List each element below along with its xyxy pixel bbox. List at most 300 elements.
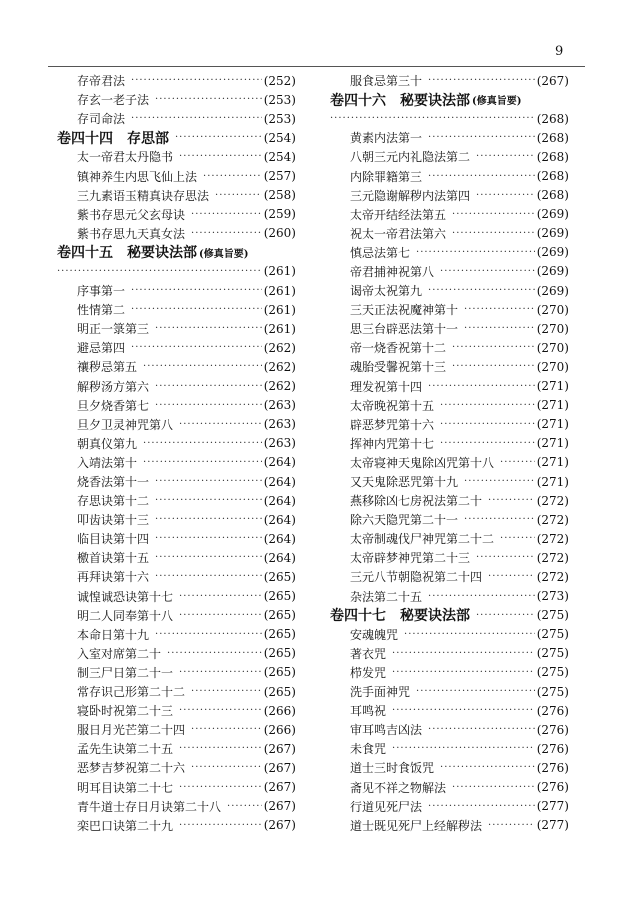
toc-page-number: (276) [536, 780, 569, 795]
dot-leader [155, 533, 262, 544]
toc-title: 常存识己形第二十二 [77, 685, 186, 700]
dot-leader [500, 457, 535, 468]
toc-page-number: (276) [536, 741, 569, 756]
toc-entry [330, 377, 569, 396]
dot-leader [476, 610, 535, 621]
dot-leader [215, 190, 262, 201]
toc-entry [330, 205, 569, 224]
toc-entry [330, 510, 569, 529]
toc-page-continuation [57, 262, 296, 281]
toc-subtitle: (修真旨要) [199, 248, 249, 260]
dot-leader [428, 75, 535, 86]
dot-leader [440, 266, 535, 277]
toc-entry [330, 434, 569, 453]
dot-leader [143, 438, 262, 449]
toc-title: 入室对席第二十 [77, 646, 162, 661]
toc-page-number: (272) [536, 493, 569, 508]
toc-title: 内除罪籍第三 [350, 169, 423, 184]
dot-leader [227, 801, 262, 812]
toc-entry [330, 128, 569, 147]
toc-title: 三元隐谢解秽内法第四 [350, 188, 471, 203]
dot-leader [428, 171, 535, 182]
toc-entry [57, 205, 296, 224]
toc-page-number: (269) [536, 283, 569, 298]
dot-leader [167, 648, 262, 659]
dot-leader [392, 648, 535, 659]
toc-entry [57, 453, 296, 472]
dot-leader [131, 113, 262, 124]
toc-title: 烧香法第十一 [77, 475, 150, 490]
dot-leader [428, 381, 535, 392]
toc-page-number: (263) [263, 398, 296, 413]
dot-leader [440, 419, 535, 430]
toc-page-number: (258) [263, 188, 296, 203]
toc-title: 解秽汤方第六 [77, 379, 150, 394]
toc-page-number: (264) [263, 512, 296, 527]
dot-leader [131, 342, 262, 353]
toc-page-number: (266) [263, 703, 296, 718]
toc-page-number: (276) [536, 722, 569, 737]
dot-leader [131, 304, 262, 315]
toc-page-number: (268) [536, 130, 569, 145]
toc-entry [330, 243, 569, 262]
dot-leader [464, 514, 535, 525]
toc-title: 紫书存思元父玄母诀 [77, 207, 186, 222]
toc-entry [57, 663, 296, 682]
dot-leader [428, 724, 535, 735]
toc-entry [57, 90, 296, 109]
toc-entry [57, 357, 296, 376]
toc-page-number: (265) [263, 627, 296, 642]
dot-leader [191, 686, 262, 697]
toc-page-number: (270) [536, 321, 569, 336]
toc-entry [330, 587, 569, 606]
dot-leader [179, 667, 262, 678]
toc-page-number: (275) [536, 608, 569, 623]
dot-leader [500, 533, 535, 544]
toc-entry [57, 720, 296, 739]
dot-leader [155, 94, 262, 105]
toc-page-number: (267) [263, 760, 296, 775]
toc-entry [57, 587, 296, 606]
toc-entry [330, 682, 569, 701]
dot-leader [143, 457, 262, 468]
toc-entry [57, 625, 296, 644]
dot-leader [179, 820, 262, 831]
dot-leader [155, 476, 262, 487]
toc-page-number: (263) [263, 436, 296, 451]
toc-page-number: (269) [536, 245, 569, 260]
toc-title: 杂法第二十五 [350, 589, 423, 604]
toc-entry [57, 300, 296, 319]
toc-entry [57, 797, 296, 816]
toc-page-number: (271) [536, 379, 569, 394]
dot-leader [155, 323, 262, 334]
toc-title: 旦夕卫灵神咒第八 [77, 417, 174, 432]
toc-title: 耳鸣祝 [350, 704, 387, 719]
toc-page-number: (265) [263, 608, 296, 623]
dot-leader [464, 476, 535, 487]
toc-page-number: (275) [536, 627, 569, 642]
toc-title: 三天正法祝魔神第十 [350, 303, 459, 318]
dot-leader [404, 629, 535, 640]
toc-page-number: (254) [263, 149, 296, 164]
toc-entry [57, 739, 296, 758]
dot-leader [179, 419, 262, 430]
dot-leader [488, 571, 535, 582]
toc-title: 存思诀第十二 [77, 494, 150, 509]
toc-page-number: (261) [263, 302, 296, 317]
toc-title: 太帝寝神天鬼除凶咒第十八 [350, 455, 495, 470]
dot-leader [179, 743, 262, 754]
toc-entry [330, 262, 569, 281]
toc-title: 道士三时食饭咒 [350, 761, 435, 776]
toc-entry [57, 166, 296, 185]
toc-entry [57, 816, 296, 835]
toc-title: 恶梦吉梦祝第二十六 [77, 761, 186, 776]
toc-title: 审耳鸣吉凶法 [350, 723, 423, 738]
toc-entry [57, 377, 296, 396]
toc-entry [330, 797, 569, 816]
toc-page-number: (253) [263, 111, 296, 126]
dot-leader [428, 591, 535, 602]
dot-leader [191, 724, 262, 735]
toc-entry [57, 224, 296, 243]
toc-page-number: (270) [536, 359, 569, 374]
toc-title: 孟先生诀第二十五 [77, 742, 174, 757]
toc-title: 挥神内咒第十七 [350, 436, 435, 451]
toc-title: 思三台辟恶法第十一 [350, 322, 459, 337]
toc-entry [330, 300, 569, 319]
toc-page-number: (257) [263, 169, 296, 184]
dot-leader [131, 285, 262, 296]
toc-entry [330, 224, 569, 243]
toc-title: 三九素语玉精真诀存思法 [77, 188, 210, 203]
dot-leader [476, 190, 535, 201]
dot-leader [476, 151, 535, 162]
dot-leader [440, 438, 535, 449]
dot-leader [452, 342, 535, 353]
toc-entry [330, 319, 569, 338]
toc-title: 谒帝太祝第九 [350, 284, 423, 299]
dot-leader [330, 113, 535, 124]
dot-leader [191, 228, 262, 239]
toc-section-heading [330, 90, 569, 109]
toc-title: 卷四十四 存思部 [57, 130, 169, 147]
toc-entry [57, 701, 296, 720]
toc-entry [330, 816, 569, 835]
toc-page-number: (267) [536, 73, 569, 88]
toc-page-number: (272) [536, 569, 569, 584]
dot-leader [155, 495, 262, 506]
toc-title: 禳秽忌第五 [77, 360, 138, 375]
toc-entry [330, 758, 569, 777]
toc-entry [57, 548, 296, 567]
toc-page-number: (271) [536, 474, 569, 489]
toc-entry [330, 281, 569, 300]
dot-leader [452, 361, 535, 372]
dot-leader [488, 495, 535, 506]
toc-entry [330, 186, 569, 205]
toc-title: 除六天隐咒第二十一 [350, 513, 459, 528]
toc-page-number: (276) [536, 760, 569, 775]
dot-leader [452, 228, 535, 239]
toc-page-number: (270) [536, 340, 569, 355]
toc-title: 辟恶梦咒第十六 [350, 417, 435, 432]
toc-page-number: (268) [536, 149, 569, 164]
toc-title: 栾巴口诀第二十九 [77, 818, 174, 833]
toc-title: 避忌第四 [77, 341, 126, 356]
toc-entry [57, 338, 296, 357]
dot-leader [452, 782, 535, 793]
toc-title: 卷四十七 秘要诀法部 [330, 608, 470, 625]
toc-title: 叩齿诀第十三 [77, 513, 150, 528]
toc-title: 本命日第十九 [77, 627, 150, 642]
toc-title: 著衣咒 [350, 646, 387, 661]
toc-entry [330, 625, 569, 644]
toc-page-number: (272) [536, 550, 569, 565]
dot-leader [392, 743, 535, 754]
toc-entry [57, 567, 296, 586]
dot-leader [440, 400, 535, 411]
toc-page-number: (275) [536, 665, 569, 680]
toc-title: 序事第一 [77, 284, 126, 299]
toc-page-number: (267) [263, 780, 296, 795]
toc-entry [330, 166, 569, 185]
toc-page-number: (262) [263, 359, 296, 374]
toc-title: 存玄一老子法 [77, 93, 150, 108]
toc-entry [57, 434, 296, 453]
toc-page-number: (265) [263, 665, 296, 680]
toc-page-number: (252) [263, 73, 296, 88]
toc-page-number: (268) [536, 188, 569, 203]
dot-leader [155, 552, 262, 563]
toc-page-number: (267) [263, 799, 296, 814]
dot-leader [416, 247, 535, 258]
toc-page-number: (264) [263, 531, 296, 546]
toc-title: 太帝开结经法第五 [350, 207, 447, 222]
toc-entry [57, 510, 296, 529]
dot-leader [179, 151, 262, 162]
toc-title: 存帝君法 [77, 74, 126, 89]
toc-title: 又天鬼除恶咒第十九 [350, 475, 459, 490]
toc-page-number: (264) [263, 455, 296, 470]
toc-page-number: (265) [263, 684, 296, 699]
toc-page-number: (262) [263, 379, 296, 394]
toc-title: 祝太一帝君法第六 [350, 226, 447, 241]
toc-entry [330, 453, 569, 472]
toc-title: 青牛道士存日月诀第二十八 [77, 799, 222, 814]
toc-entry [330, 396, 569, 415]
toc-entry [57, 109, 296, 128]
dot-leader [452, 209, 535, 220]
toc-entry [57, 415, 296, 434]
toc-right-column [330, 71, 569, 835]
toc-page-number: (253) [263, 92, 296, 107]
toc-title: 朝真仪第九 [77, 436, 138, 451]
toc-title: 理发祝第十四 [350, 379, 423, 394]
dot-leader [155, 629, 262, 640]
toc-page-number: (266) [263, 722, 296, 737]
toc-page-number: (271) [536, 455, 569, 470]
toc-page-number: (271) [536, 417, 569, 432]
toc-page-number: (271) [536, 398, 569, 413]
dot-leader [392, 705, 535, 716]
dot-leader [191, 209, 262, 220]
toc-title: 栉发咒 [350, 665, 387, 680]
toc-title: 服日月光芒第二十四 [77, 723, 186, 738]
toc-entry [57, 186, 296, 205]
dot-leader [155, 400, 262, 411]
toc-title: 八朝三元内礼隐法第二 [350, 150, 471, 165]
toc-title: 卷四十五 秘要诀法部 [57, 245, 197, 262]
toc-title: 行道见死尸法 [350, 799, 423, 814]
toc-page-number: (254) [263, 130, 296, 145]
toc-page-number: (264) [263, 550, 296, 565]
toc-title: 明正一箓第三 [77, 322, 150, 337]
toc-entry [57, 682, 296, 701]
toc-title: 镇神养生内思飞仙上法 [77, 169, 198, 184]
toc-entry [330, 777, 569, 796]
dot-leader [464, 323, 535, 334]
toc-entry [330, 472, 569, 491]
toc-page-number: (261) [263, 283, 296, 298]
toc-entry [330, 644, 569, 663]
dot-leader [179, 705, 262, 716]
toc-title: 帝君捕神祝第八 [350, 264, 435, 279]
dot-leader [155, 514, 262, 525]
toc-page-number: (273) [536, 589, 569, 604]
page-number: 9 [555, 44, 564, 59]
toc-title: 魂胎受馨祝第十三 [350, 360, 447, 375]
dot-leader [143, 361, 262, 372]
toc-page-number: (265) [263, 589, 296, 604]
toc-entry [330, 663, 569, 682]
toc-section-heading [330, 606, 569, 625]
dot-leader [428, 132, 535, 143]
toc-page-number: (270) [536, 302, 569, 317]
toc-title: 寝卧时祝第二十三 [77, 704, 174, 719]
toc-entry [57, 71, 296, 90]
dot-leader [488, 820, 535, 831]
toc-page-number: (269) [536, 207, 569, 222]
toc-entry [330, 529, 569, 548]
dot-leader [476, 552, 535, 563]
toc-title: 安魂魄咒 [350, 627, 399, 642]
toc-page-number: (267) [263, 741, 296, 756]
toc-title: 洗手面神咒 [350, 685, 411, 700]
dot-leader [191, 762, 262, 773]
toc-page-number: (275) [536, 646, 569, 661]
dot-leader [179, 591, 262, 602]
toc-entry [57, 472, 296, 491]
toc-entry [330, 548, 569, 567]
toc-title: 慎忌法第七 [350, 245, 411, 260]
toc-entry [330, 567, 569, 586]
toc-entry [57, 281, 296, 300]
toc-title: 太一帝君太丹隐书 [77, 150, 174, 165]
toc-entry [330, 701, 569, 720]
toc-title: 临目诀第十四 [77, 532, 150, 547]
dot-leader [131, 75, 262, 86]
toc-title: 斋见不祥之物解法 [350, 780, 447, 795]
toc-page-number: (264) [263, 474, 296, 489]
toc-left-column [57, 71, 296, 835]
toc-entry [330, 720, 569, 739]
toc-page-number: (276) [536, 703, 569, 718]
toc-entry [57, 644, 296, 663]
toc-title: 诚惶诚恐诀第十七 [77, 589, 174, 604]
toc-title: 帝一烧香祝第十二 [350, 341, 447, 356]
toc-page-number: (275) [536, 684, 569, 699]
toc-page-number: (272) [536, 512, 569, 527]
toc-page-number: (269) [536, 226, 569, 241]
toc-entry [330, 415, 569, 434]
toc-title: 道士既见死尸上经解秽法 [350, 818, 483, 833]
toc-page-number: (264) [263, 493, 296, 508]
toc-entry [330, 338, 569, 357]
toc-section-heading [57, 128, 296, 147]
toc-title: 存司命法 [77, 112, 126, 127]
toc-title: 太帝晚祝第十五 [350, 398, 435, 413]
toc-page-number: (268) [536, 169, 569, 184]
toc-page-number: (265) [263, 569, 296, 584]
dot-leader [179, 610, 262, 621]
toc-page-number: (269) [536, 264, 569, 279]
toc-title: 卷四十六 秘要诀法部 [330, 92, 470, 109]
toc-title: 太帝制魂伐尸神咒第二十二 [350, 532, 495, 547]
toc-title: 服食忌第三十 [350, 74, 423, 89]
toc-title: 未食咒 [350, 742, 387, 757]
toc-title: 燕移除凶七房祝法第二十 [350, 494, 483, 509]
toc-title: 性情第二 [77, 303, 126, 318]
toc-title: 三元八节朝隐祝第二十四 [350, 570, 483, 585]
dot-leader [416, 686, 535, 697]
toc-entry [57, 147, 296, 166]
toc-page-number: (268) [536, 111, 569, 126]
toc-entry [330, 147, 569, 166]
toc-page-number: (265) [263, 646, 296, 661]
dot-leader [392, 667, 535, 678]
toc-entry [330, 71, 569, 90]
toc-page-number: (262) [263, 340, 296, 355]
toc-title: 明耳目诀第二十七 [77, 780, 174, 795]
dot-leader [428, 285, 535, 296]
toc-entry [57, 491, 296, 510]
dot-leader [428, 801, 535, 812]
dot-leader [155, 381, 262, 392]
toc-page-number: (271) [536, 436, 569, 451]
dot-leader [464, 304, 535, 315]
dot-leader [155, 571, 262, 582]
toc-page-number: (261) [263, 321, 296, 336]
toc-page-number: (277) [536, 799, 569, 814]
toc-title: 黄素内法第一 [350, 131, 423, 146]
toc-page-number: (260) [263, 226, 296, 241]
toc-entry [57, 777, 296, 796]
dot-leader [203, 171, 262, 182]
toc-entry [330, 491, 569, 510]
toc-title: 紫书存思九天真女法 [77, 226, 186, 241]
dot-leader [179, 782, 262, 793]
toc-title: 再拜诀第十六 [77, 570, 150, 585]
toc-subtitle: (修真旨要) [472, 96, 522, 108]
toc-page-number: (259) [263, 207, 296, 222]
toc-title: 制三尸日第二十一 [77, 665, 174, 680]
dot-leader [57, 266, 262, 277]
toc-page-number: (261) [263, 264, 296, 279]
toc-entry [330, 357, 569, 376]
